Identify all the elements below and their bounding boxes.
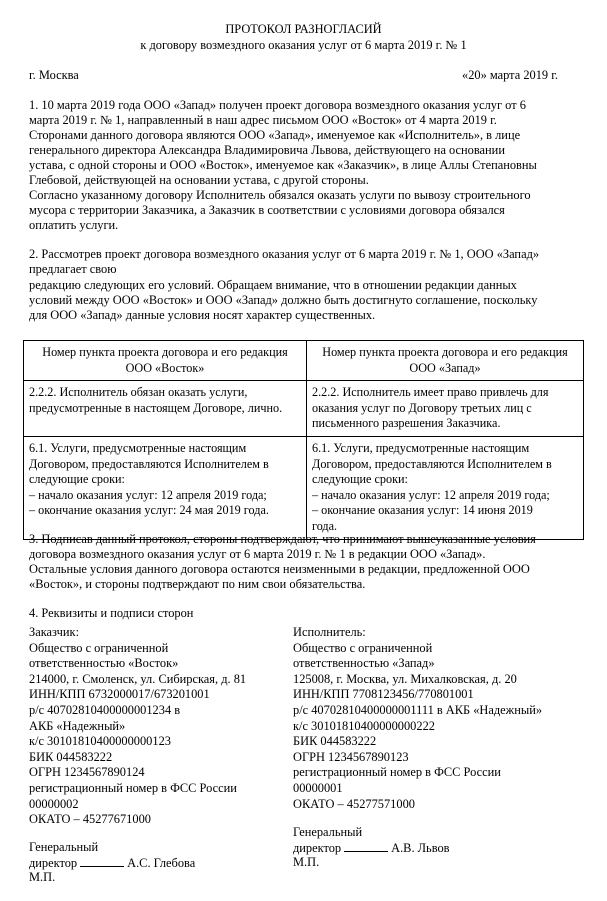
- requisite-line: БИК 044583222: [29, 749, 113, 764]
- paragraph-line: 2. Рассмотрев проект договора возмездного оказания услуг от 6 марта 2019 г. № 1, ООО «Запад»: [29, 247, 540, 261]
- paragraph-line: договора возмездного оказания услуг от 6 марта 2019 г. № 1 в редакции ООО «Запад».: [29, 547, 486, 561]
- paragraph-line: оплатить услуги.: [29, 218, 119, 232]
- requisite-line: 00000002: [29, 796, 79, 811]
- requisite-line: Исполнитель:: [293, 625, 366, 639]
- table-header-row: [24, 341, 584, 381]
- cell-line: предусмотренные в настоящем Договоре, лично.: [29, 400, 283, 415]
- table-header-cell: [307, 341, 584, 381]
- table-row: [24, 381, 584, 437]
- requisite-line: Общество с ограниченной: [29, 640, 169, 655]
- requisites-heading: 4. Реквизиты и подписи сторон: [29, 606, 194, 620]
- executor-requisites: [293, 625, 542, 812]
- requisite-line: Общество с ограниченной: [293, 640, 433, 655]
- table-cell: [307, 381, 584, 437]
- paragraph-line: предлагает свою: [29, 262, 117, 276]
- requisite-line: Заказчик:: [29, 625, 80, 639]
- customer-sign-name: А.С. Глебова: [127, 856, 196, 870]
- requisite-line: ИНН/КПП 7708123456/770801001: [293, 687, 474, 702]
- customer-stamp: М.П.: [29, 870, 56, 884]
- document-subtitle: к договору возмездного оказания услуг от 6 марта 2019 г. № 1: [140, 38, 467, 52]
- header-line: ООО «Запад»: [409, 360, 481, 375]
- executor-sign-name: А.В. Львов: [391, 841, 450, 855]
- requisite-line: ответственностью «Восток»: [29, 656, 179, 671]
- paragraph-line: редакцию следующих его условий. Обращаем внимание, что в отношении редакции данных: [29, 278, 517, 292]
- cell-line: – начало оказания услуг: 12 апреля 2019 года;: [312, 487, 550, 502]
- paragraph-line: генерального директора Александра Владимировича Львова, действующего на основании: [29, 143, 505, 157]
- paragraph-line: устава, с одной стороны и ООО «Восток», именуемое как «Заказчик», в лице Аллы Степановны: [29, 158, 537, 172]
- customer-sign-title: Генеральный: [29, 840, 99, 854]
- signature-blank: [344, 840, 388, 852]
- requisite-line: ОКАТО – 45277671000: [29, 812, 151, 827]
- cell-line: 6.1. Услуги, предусмотренные настоящим: [29, 440, 247, 455]
- cell-line: 2.2.2. Исполнитель имеет право привлечь для: [312, 385, 549, 400]
- paragraph-line: «Восток», и стороны подтверждают по ним свои обязательства.: [29, 577, 366, 591]
- requisite-line: р/с 40702810400000001111 в АКБ «Надежный»: [293, 702, 543, 717]
- requisite-line: к/с 30101810400000000222: [293, 718, 435, 733]
- cell-line: года.: [312, 518, 338, 533]
- cell-line: Договором, предоставляются Исполнителем в: [312, 456, 552, 471]
- requisite-line: 214000, г. Смоленск, ул. Сибирская, д. 81: [29, 671, 247, 686]
- paragraph-line: 3. Подписав данный протокол, стороны подтверждают, что принимают вышеуказанные условия: [29, 532, 536, 546]
- customer-sign-role: директор: [29, 856, 78, 870]
- requisite-line: к/с 30101810400000000123: [29, 734, 171, 749]
- paragraph-line: Согласно указанному договору Исполнитель обязался оказать услуги по вывозу строительного: [29, 188, 531, 202]
- executor-sign-role: директор: [293, 841, 342, 855]
- executor-stamp: М.П.: [293, 855, 320, 869]
- requisite-line: 00000001: [293, 780, 343, 795]
- cell-line: 6.1. Услуги, предусмотренные настоящим: [312, 440, 530, 455]
- disagreements-table: [23, 340, 584, 540]
- table-cell: [24, 436, 307, 539]
- requisite-line: БИК 044583222: [293, 734, 377, 749]
- requisite-line: АКБ «Надежный»: [29, 718, 126, 733]
- cell-line: следующие сроки:: [29, 472, 125, 487]
- cell-line: Договором, предоставляются Исполнителем в: [29, 456, 269, 471]
- city: г. Москва: [29, 68, 79, 82]
- requisite-line: ОГРН 1234567890124: [29, 765, 145, 780]
- paragraph-line: мусора с территории Заказчика, а Заказчик в соответствии с условиями договора обязался: [29, 203, 505, 217]
- requisite-line: ОКАТО – 45277571000: [293, 796, 415, 811]
- requisite-line: регистрационный номер в ФСС России: [29, 780, 237, 795]
- requisite-line: ответственностью «Запад»: [293, 656, 435, 671]
- table-row: [24, 436, 584, 539]
- header-line: ООО «Восток»: [125, 360, 205, 375]
- table-cell: [307, 436, 584, 539]
- cell-line: – начало оказания услуг: 12 апреля 2019 года;: [29, 487, 267, 502]
- customer-requisites: [29, 625, 246, 828]
- cell-line: оказания услуг по Договору третьих лиц с: [312, 400, 532, 415]
- cell-line: – окончание оказания услуг: 14 июня 2019: [312, 503, 533, 518]
- signature-blank: [80, 855, 124, 867]
- cell-line: 2.2.2. Исполнитель обязан оказать услуги,: [29, 385, 248, 400]
- paragraph-line: Сторонами данного договора являются ООО «Запад», именуемое как «Исполнитель», в лице: [29, 128, 521, 142]
- requisite-line: 125008, г. Москва, ул. Михалковская, д. 20: [293, 671, 517, 686]
- document-date: «20» марта 2019 г.: [462, 68, 558, 82]
- requisite-line: ОГРН 1234567890123: [293, 749, 409, 764]
- paragraph-line: марта 2019 г. № 1, направленный в наш адрес письмом ООО «Восток» от 4 марта 2019 г.: [29, 113, 497, 127]
- requisite-line: ИНН/КПП 6732000017/673201001: [29, 687, 210, 702]
- paragraph-line: Остальные условия данного договора остаются неизменными в редакции, предложенной ООО: [29, 562, 530, 576]
- cell-line: – окончание оказания услуг: 24 мая 2019 года.: [29, 503, 269, 518]
- executor-sign-title: Генеральный: [293, 825, 363, 839]
- header-line: Номер пункта проекта договора и его редакция: [42, 345, 288, 359]
- paragraph-line: Глебовой, действующей на основании устава, с другой стороны.: [29, 173, 369, 187]
- paragraph-line: 1. 10 марта 2019 года ООО «Запад» получен проект договора возмездного оказания услуг от 6: [29, 98, 526, 112]
- table-cell: [24, 381, 307, 437]
- paragraph-line: для ООО «Запад» данные условия носят характер существенных.: [29, 308, 376, 322]
- requisite-line: р/с 40702810400000001234 в: [29, 702, 181, 717]
- document-title: ПРОТОКОЛ РАЗНОГЛАСИЙ: [225, 22, 382, 36]
- cell-line: письменного разрешения Заказчика.: [312, 416, 501, 431]
- paragraph-line: условий между ООО «Восток» и ООО «Запад» должно быть достигнуто соглашение, поскольку: [29, 293, 538, 307]
- header-line: Номер пункта проекта договора и его редакция: [322, 345, 568, 359]
- requisite-line: регистрационный номер в ФСС России: [293, 765, 501, 780]
- cell-line: следующие сроки:: [312, 472, 408, 487]
- table-header-cell: [24, 341, 307, 381]
